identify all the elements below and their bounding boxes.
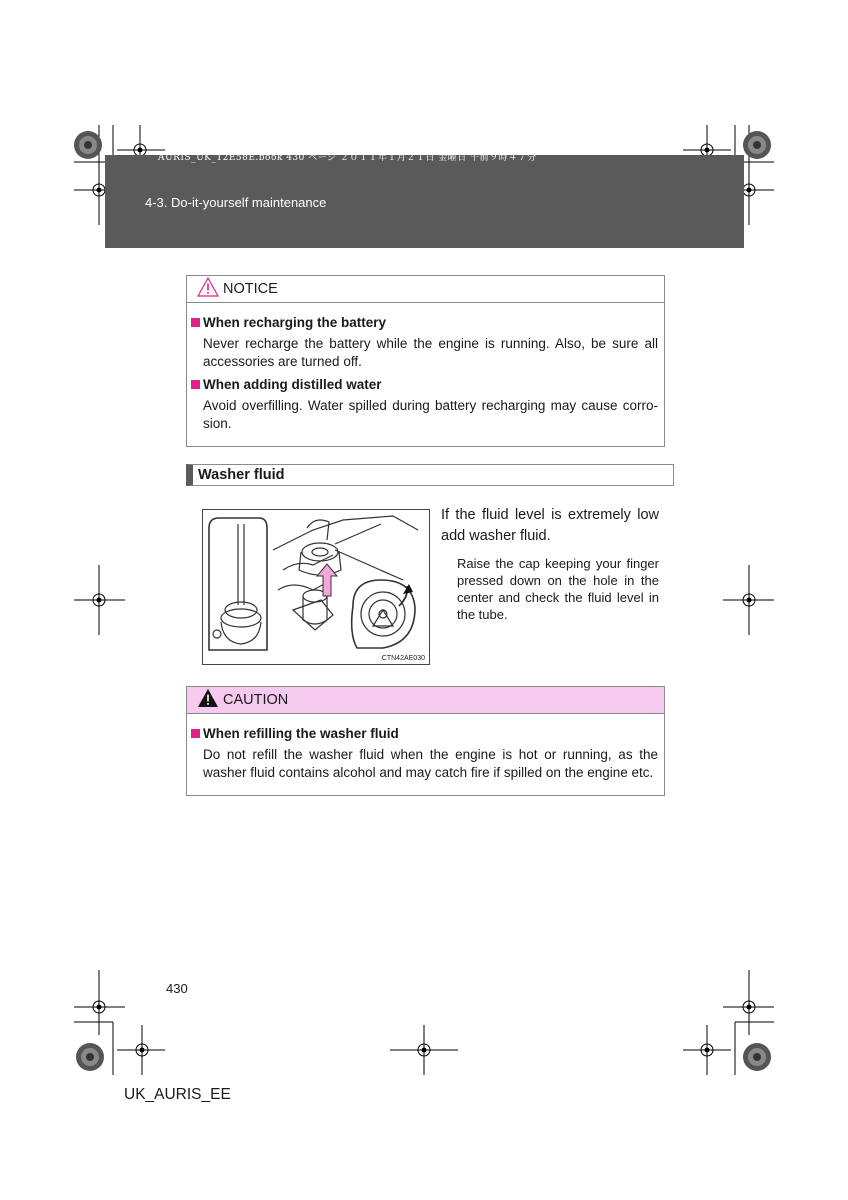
- bullet-square-icon: [191, 729, 200, 738]
- bullet-square-icon: [191, 318, 200, 327]
- notice-item-heading: When adding distilled water: [191, 377, 664, 392]
- caution-title: CAUTION: [223, 692, 289, 708]
- notice-header: [187, 276, 664, 303]
- notice-item-heading: When recharging the battery: [191, 315, 664, 330]
- notice-item-body: Avoid overfilling. Water spilled during battery recharging may cause corrosion.: [203, 398, 658, 431]
- figure-code: CTN42AE030: [381, 655, 425, 662]
- document-code: UK_AURIS_EE: [124, 1086, 231, 1103]
- caution-triangle-icon: [197, 688, 219, 712]
- notice-box: [186, 275, 665, 447]
- washer-tank-drawing: [203, 510, 429, 664]
- caution-box: [186, 686, 665, 796]
- notice-item-body: Never recharge the battery while the engine is running. Also, be sure all accessories are turned off.: [203, 336, 658, 369]
- section-title: 4-3. Do-it-yourself maintenance: [145, 195, 327, 210]
- caution-item-heading: When refilling the washer fluid: [191, 726, 664, 741]
- warning-triangle-icon: [197, 277, 219, 301]
- caution-item-body: Do not refill the washer fluid when the engine is hot or running, as the washer fluid contains alcohol and may catch fire if spilled on the engine etc.: [203, 747, 658, 780]
- washer-note-text: Raise the cap keeping your finger pressed down on the hole in the center and check the fluid level in the tube.: [457, 556, 659, 622]
- page-number: 430: [166, 981, 188, 996]
- notice-title: NOTICE: [223, 281, 278, 297]
- bullet-square-icon: [191, 380, 200, 389]
- washer-fluid-heading: Washer fluid: [186, 464, 674, 486]
- washer-fluid-illustration: [202, 509, 430, 665]
- washer-main-text: If the fluid level is extremely low add washer fluid.: [441, 507, 659, 544]
- file-info-line: AURIS_UK_12E58E.book 430 ページ ２０１１年１月２１日 金曜日 午前９時４７分: [158, 153, 537, 163]
- caution-header: [187, 687, 664, 714]
